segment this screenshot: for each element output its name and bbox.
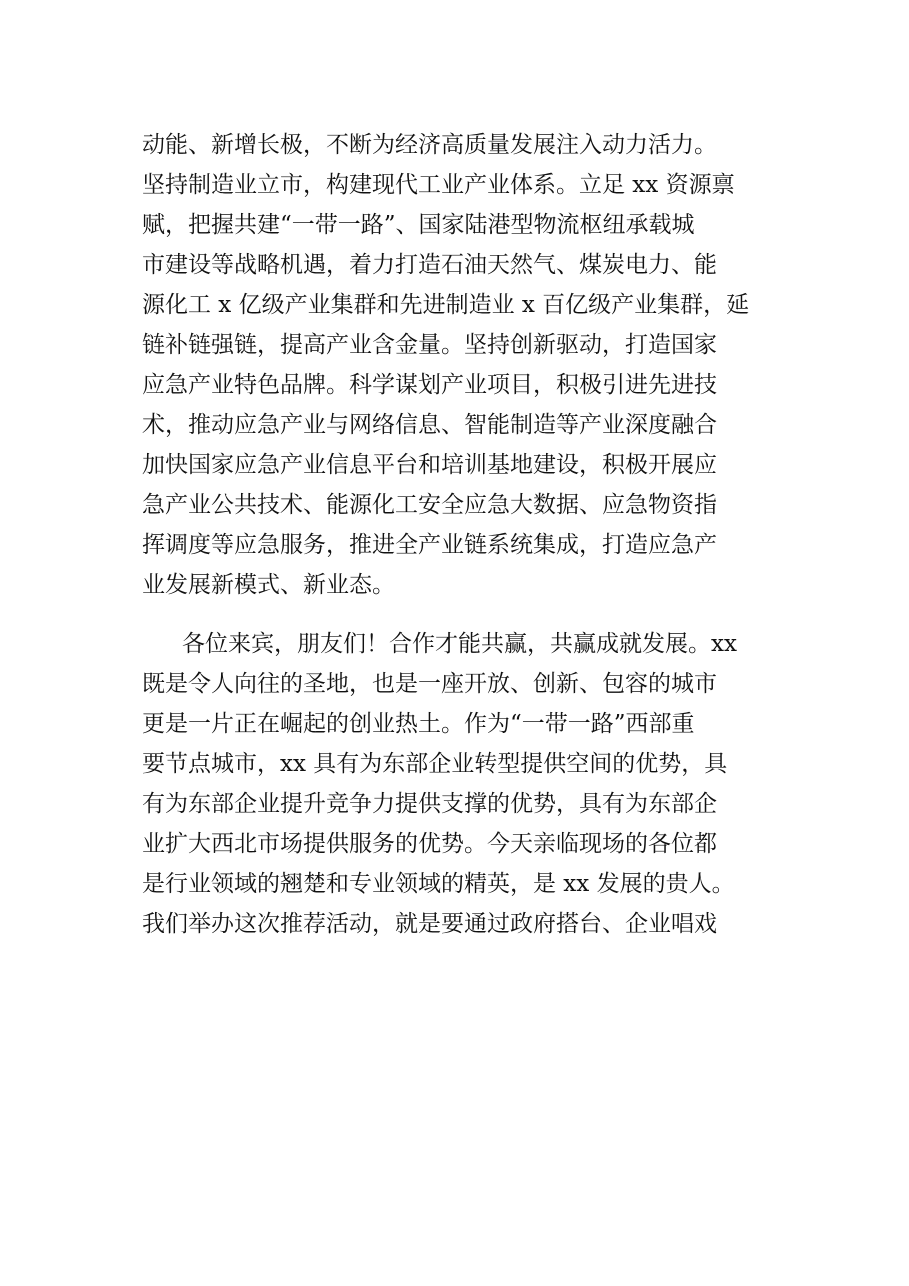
text-line: 各位来宾，朋友们！合作才能共赢，共赢成就发展。xx xyxy=(182,631,737,657)
text-line: 挥调度等应急服务，推进全产业链系统集成，打造应急产 xyxy=(142,532,717,558)
text-line: 坚持制造业立市，构建现代工业产业体系。立足 xx 资源禀 xyxy=(142,172,735,198)
text-line: 要节点城市，xx 具有为东部企业转型提供空间的优势，具 xyxy=(142,751,728,777)
text-line: 加快国家应急产业信息平台和培训基地建设，积极开展应 xyxy=(142,452,717,478)
text-line: 有为东部企业提升竞争力提供支撑的优势，具有为东部企 xyxy=(142,791,717,817)
text-line: 业发展新模式、新业态。 xyxy=(142,572,395,598)
text-line: 是行业领域的翘楚和专业领域的精英，是 xx 发展的贵人。 xyxy=(142,871,735,897)
text-line: 动能、新增长极，不断为经济高质量发展注入动力活力。 xyxy=(142,132,717,158)
text-line: 链补链强链，提高产业含金量。坚持创新驱动，打造国家 xyxy=(142,332,717,358)
text-line: 业扩大西北市场提供服务的优势。今天亲临现场的各位都 xyxy=(142,831,717,857)
document-body xyxy=(142,125,772,944)
text-line: 我们举办这次推荐活动，就是要通过政府搭台、企业唱戏 xyxy=(142,911,717,937)
text-line: 既是令人向往的圣地，也是一座开放、创新、包容的城市 xyxy=(142,671,717,697)
paragraph-spacer xyxy=(142,605,772,624)
paragraph-1 xyxy=(142,125,772,605)
text-line: 市建设等战略机遇，着力打造石油天然气、煤炭电力、能 xyxy=(142,252,717,278)
text-line: 急产业公共技术、能源化工安全应急大数据、应急物资指 xyxy=(142,492,717,518)
text-line: 术，推动应急产业与网络信息、智能制造等产业深度融合 xyxy=(142,412,717,438)
text-line: 赋，把握共建“一带一路”、国家陆港型物流枢纽承载城 xyxy=(142,212,695,238)
text-line: 更是一片正在崛起的创业热土。作为“一带一路”西部重 xyxy=(142,711,695,737)
text-line: 应急产业特色品牌。科学谋划产业项目，积极引进先进技 xyxy=(142,372,717,398)
paragraph-2 xyxy=(142,624,772,944)
text-line: 源化工 x 亿级产业集群和先进制造业 x 百亿级产业集群，延 xyxy=(142,292,750,318)
